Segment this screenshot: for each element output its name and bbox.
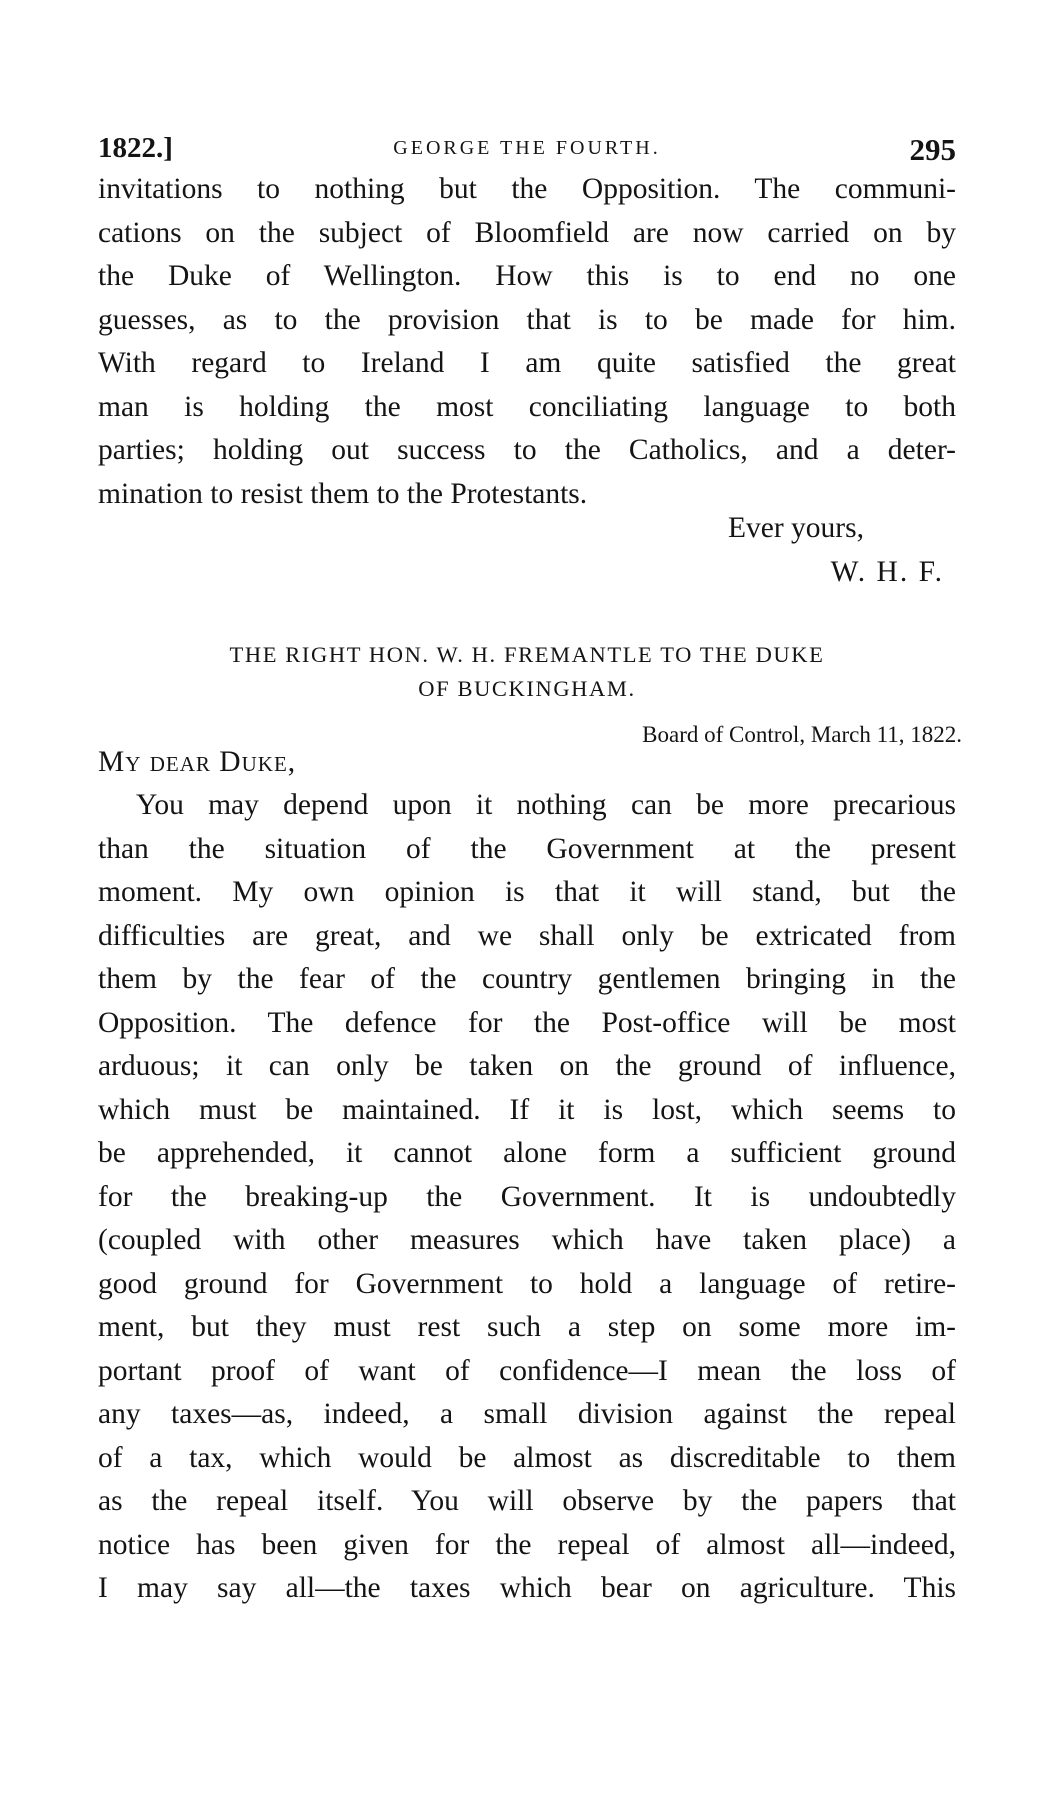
letter-two-heading: [98, 638, 956, 706]
text-line: man is holding the most conciliating language to both: [98, 390, 956, 423]
text-line: invitations to nothing but the Opposition. The communi-: [98, 173, 956, 205]
text-line: arduous; it can only be taken on the ground of influence,: [98, 1050, 956, 1082]
text-line: difficulties are great, and we shall only be extricated from: [98, 919, 956, 952]
text-line: ment, but they must rest such a step on some more im-: [98, 1311, 956, 1343]
heading-line: THE RIGHT HON. W. H. FREMANTLE TO THE DUKE: [229, 642, 825, 667]
text-line: them by the fear of the country gentlemen bringing in the: [98, 963, 956, 995]
text-line: for the breaking-up the Government. It is undoubtedly: [98, 1180, 956, 1213]
text-line: (coupled with other measures which have taken place) a: [98, 1224, 956, 1256]
signature-initials: W. H. F.: [830, 556, 944, 588]
text-line: cations on the subject of Bloomfield are now carried on by: [98, 216, 956, 249]
text-line: mination to resist them to the Protestants.: [98, 477, 588, 510]
text-line: any taxes—as, indeed, a small division against the repeal: [98, 1398, 956, 1430]
text-line: I may say all—the taxes which bear on agriculture. This: [98, 1572, 956, 1604]
text-line: You may depend upon it nothing can be more precarious: [136, 789, 956, 821]
header-year: 1822.]: [98, 132, 173, 164]
text-line: guesses, as to the provision that is to be made for him.: [98, 303, 956, 336]
text-line: be apprehended, it cannot alone form a sufficient ground: [98, 1137, 956, 1169]
text-line: portant proof of want of confidence—I mean the loss of: [98, 1354, 956, 1387]
text-line: which must be maintained. If it is lost, which seems to: [98, 1093, 956, 1126]
running-title: GEORGE THE FOURTH.: [393, 137, 661, 159]
text-line: good ground for Government to hold a language of retire-: [98, 1267, 956, 1300]
text-line: parties; holding out success to the Catholics, and a deter-: [98, 434, 956, 466]
text-line: Opposition. The defence for the Post-office will be most: [98, 1006, 956, 1039]
letter-two-body: [98, 784, 956, 1611]
text-line: of a tax, which would be almost as discreditable to them: [98, 1441, 956, 1474]
page-header: [98, 132, 956, 172]
text-line: the Duke of Wellington. How this is to end no one: [98, 260, 956, 292]
salutation: My dear Duke,: [98, 746, 297, 778]
closing-phrase: Ever yours,: [728, 512, 864, 544]
heading-line: OF BUCKINGHAM.: [418, 676, 636, 701]
page-number: 295: [909, 132, 956, 167]
text-line: notice has been given for the repeal of almost all—indeed,: [98, 1528, 956, 1561]
text-line: as the repeal itself. You will observe by the papers that: [98, 1485, 956, 1517]
text-line: With regard to Ireland I am quite satisfied the great: [98, 347, 956, 379]
text-line: than the situation of the Government at the present: [98, 832, 956, 865]
dateline: Board of Control, March 11, 1822.: [642, 722, 962, 747]
letter-one-body: [98, 168, 956, 516]
text-line: moment. My own opinion is that it will stand, but the: [98, 876, 956, 908]
